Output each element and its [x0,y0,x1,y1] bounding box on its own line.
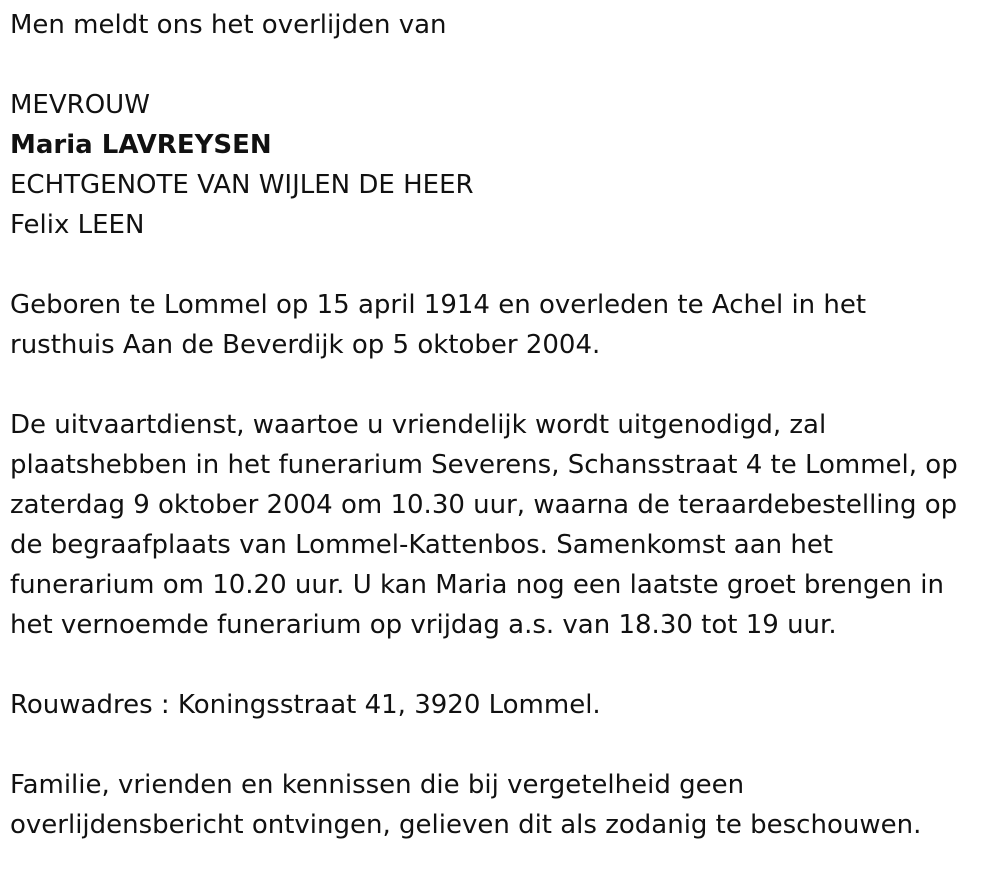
mourning-address: Rouwadres : Koningsstraat 41, 3920 Lommel. [10,690,601,720]
paragraph-line: zaterdag 9 oktober 2004 om 10.30 uur, waarna de teraardebestelling op [10,490,958,520]
birth-death-paragraph [10,285,995,365]
deceased-name: Maria LAVREYSEN [10,130,272,160]
spacer [10,645,995,685]
paragraph-line: plaatshebben in het funerarium Severens, Schansstraat 4 te Lommel, op [10,450,958,480]
paragraph-line: Familie, vrienden en kennissen die bij vergetelheid geen [10,770,745,800]
spacer [10,245,995,285]
closing-paragraph [10,765,995,845]
paragraph-line: het vernoemde funerarium op vrijdag a.s. van 18.30 tot 19 uur. [10,610,837,640]
spacer [10,45,995,85]
paragraph-line: De uitvaartdienst, waartoe u vriendelijk wordt uitgenodigd, zal [10,410,827,440]
obituary-notice [10,5,995,845]
honorific-title: MEVROUW [10,90,150,120]
funeral-service-paragraph [10,405,995,645]
spacer [10,365,995,405]
intro-line: Men meldt ons het overlijden van [10,10,447,40]
spouse-name: Felix LEEN [10,210,145,240]
paragraph-line: rusthuis Aan de Beverdijk op 5 oktober 2004. [10,330,601,360]
paragraph-line: funerarium om 10.20 uur. U kan Maria nog een laatste groet brengen in [10,570,944,600]
paragraph-line: de begraafplaats van Lommel-Kattenbos. Samenkomst aan het [10,530,834,560]
paragraph-line: Geboren te Lommel op 15 april 1914 en overleden te Achel in het [10,290,867,320]
paragraph-line: overlijdensbericht ontvingen, gelieven dit als zodanig te beschouwen. [10,810,922,840]
spouse-relation: ECHTGENOTE VAN WIJLEN DE HEER [10,170,474,200]
spacer [10,725,995,765]
